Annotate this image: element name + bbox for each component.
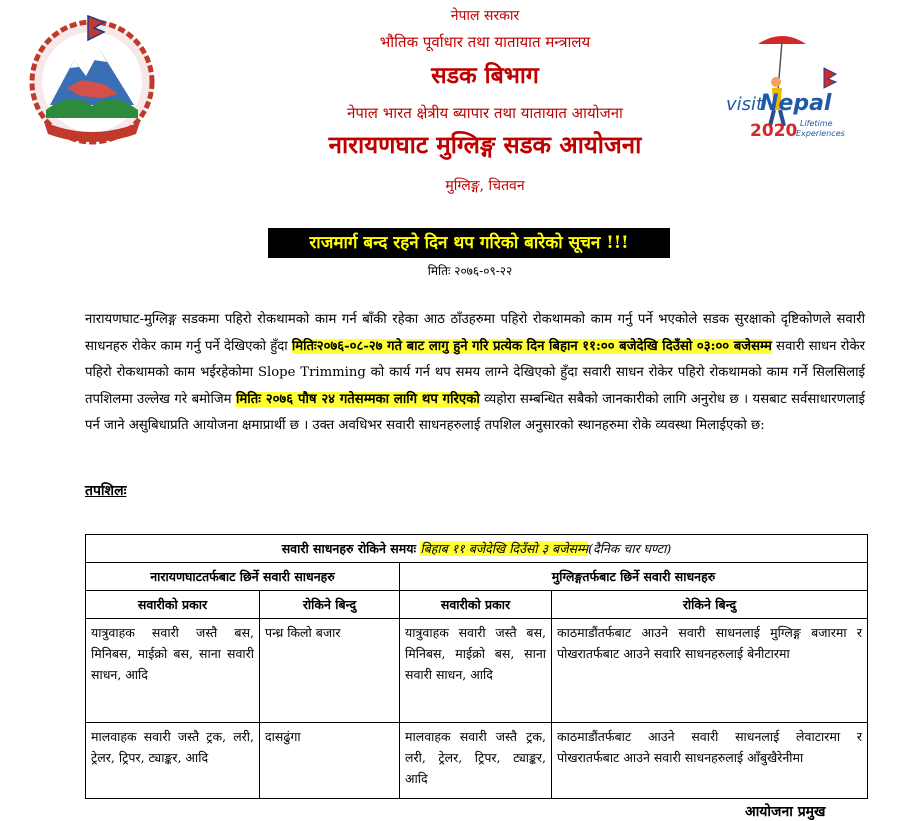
row2-a-type: मालवाहक सवारी जस्तै ट्रक, लरी, ट्रेलर, ट्रिपर, ट्याङ्कर, आदि: [86, 723, 260, 799]
ministry-name: भौतिक पूर्वाधार तथा यातायात मन्त्रालय: [379, 33, 591, 51]
signature-title: आयोजना प्रमुख: [745, 804, 826, 820]
table-column-row: [86, 591, 868, 619]
col-header-stop-a: रोकिने बिन्दु: [260, 591, 400, 619]
visit-logo-year: 2020: [750, 121, 798, 141]
table-side-row: [86, 563, 868, 591]
project-line-1: नेपाल भारत क्षेत्रीय ब्यापार तथा यातायात आयोजना: [347, 104, 623, 122]
row1-b-stop: काठमाडौंतर्फबाट आउने सवारी साधनलाई मुग्लिङ्ग बजारमा र पोखरातर्फबाट आउने सवारि साधनहरुलाई बेनीटारमा: [552, 619, 868, 723]
notice-date: मितिः २०७६-०९-२२: [427, 264, 513, 278]
time-label: सवारी साधनहरु रोकिने समयः: [281, 541, 417, 556]
government-name: नेपाल सरकार: [450, 8, 520, 24]
time-value: बिहाब ११ बजेदेखि दिउँसो ३ बजेसम्म: [420, 541, 589, 556]
col-header-type-a: सवारीको प्रकार: [86, 591, 260, 619]
table-time-row: [86, 535, 868, 563]
notice-body: [85, 307, 865, 440]
table-row: [86, 723, 868, 799]
body-text-2: सवारी साधन रोकेर पहिरो रोकथामको काम भईरहेकोमा Slope Trimming को कार्य गर्न थप समय लाग्ने देखिएको हुँदा सवारी साधन रोकेर पहिरो रोकथामको काम गर्ने सिलसिलाई तपशिलमा उल्लेख गरे बमोजिम: [85, 338, 865, 407]
project-location: मुग्लिङ्ग, चितवन: [445, 178, 525, 194]
visit-nepal-2020-logo: [720, 30, 850, 150]
row1-a-type: यात्रुवाहक सवारी जस्तै बस, मिनिबस, माईक्रो बस, साना सवारी साधन, आदि: [86, 619, 260, 723]
table-row: [86, 619, 868, 723]
side-b-header: मुग्लिङ्गतर्फबाट छिर्ने सवारी साधनहरु: [400, 563, 868, 591]
body-highlight-1: मितिः२०७६-०८-२७ गते बाट लागु हुने गरि प्रत्येक दिन बिहान ११:०० बजेदेखि दिउँसो ०३:०० बजेसम्म: [291, 338, 772, 354]
visit-logo-visit: visit: [726, 94, 764, 115]
vehicle-stop-table: [85, 534, 868, 799]
row2-b-stop: काठमाडौंतर्फबाट आउने सवारी साधनलाई लेवाटारमा र पोखरातर्फबाट आउने सवारी साधनहरुलाई आँबुखैरेनीमा: [552, 723, 868, 799]
side-a-header: नारायणघाटतर्फबाट छिर्ने सवारी साधनहरु: [86, 563, 400, 591]
project-line-2: नारायणघाट मुग्लिङ्ग सडक आयोजना: [328, 130, 642, 159]
table-time-cell: [86, 535, 868, 563]
col-header-type-b: सवारीको प्रकार: [400, 591, 552, 619]
body-text-1: नारायणघाट-मुग्लिङ्ग सडकमा पहिरो रोकथामको काम गर्न बाँकी रहेका आठ ठाँउहरुमा पहिरो रोकथामको काम गर्नु पर्ने भएकोले सडक सुरक्षाको दृष्टिकोणले सवारी साधनहरु रोकेर काम गर्नु पर्ने देखिएको हुँदा: [85, 312, 865, 354]
row2-a-stop: दासढुंगा: [260, 723, 400, 799]
visit-logo-tagline-2: Experiences: [796, 129, 845, 138]
nepal-government-emblem-icon: [22, 10, 162, 150]
body-highlight-2: मितिः २०७६ पौष २४ गतेसम्मका लागि थप गरिएको: [235, 391, 480, 407]
visit-logo-tagline-1: Lifetime: [800, 119, 833, 128]
time-note: (दैनिक चार घण्टा): [588, 541, 672, 556]
details-subheading: तपशिलः: [85, 483, 127, 499]
row1-b-type: यात्रुवाहक सवारी जस्तै बस, मिनिबस, माईक्रो बस, साना सवारी साधन, आदि: [400, 619, 552, 723]
col-header-stop-b: रोकिने बिन्दु: [552, 591, 868, 619]
row2-b-type: मालवाहक सवारी जस्तै ट्रक, लरी, ट्रेलर, ट्रिपर, ट्याङ्कर, आदि: [400, 723, 552, 799]
notice-title: राजमार्ग बन्द रहने दिन थप गरिको बारेको सूचन !!!: [268, 228, 670, 258]
body-text-3: व्यहोरा सम्बन्धित सबैको जानकारीको लागि अनुरोध छ । यसबाट सर्वसाधारणलाई पर्न जाने असुबिधाप्रति आयोजना क्षमाप्रार्थी छ । उक्त अवधिभर सवारी साधनहरुलाई तपशिल अनुसारको स्थानहरुमा रोके व्यवस्था मिलाईएको छ:: [85, 391, 865, 433]
department-name: सडक बिभाग: [431, 62, 539, 89]
row1-a-stop: पन्ध्र किलो बजार: [260, 619, 400, 723]
visit-logo-nepal: Nepal: [760, 91, 832, 116]
